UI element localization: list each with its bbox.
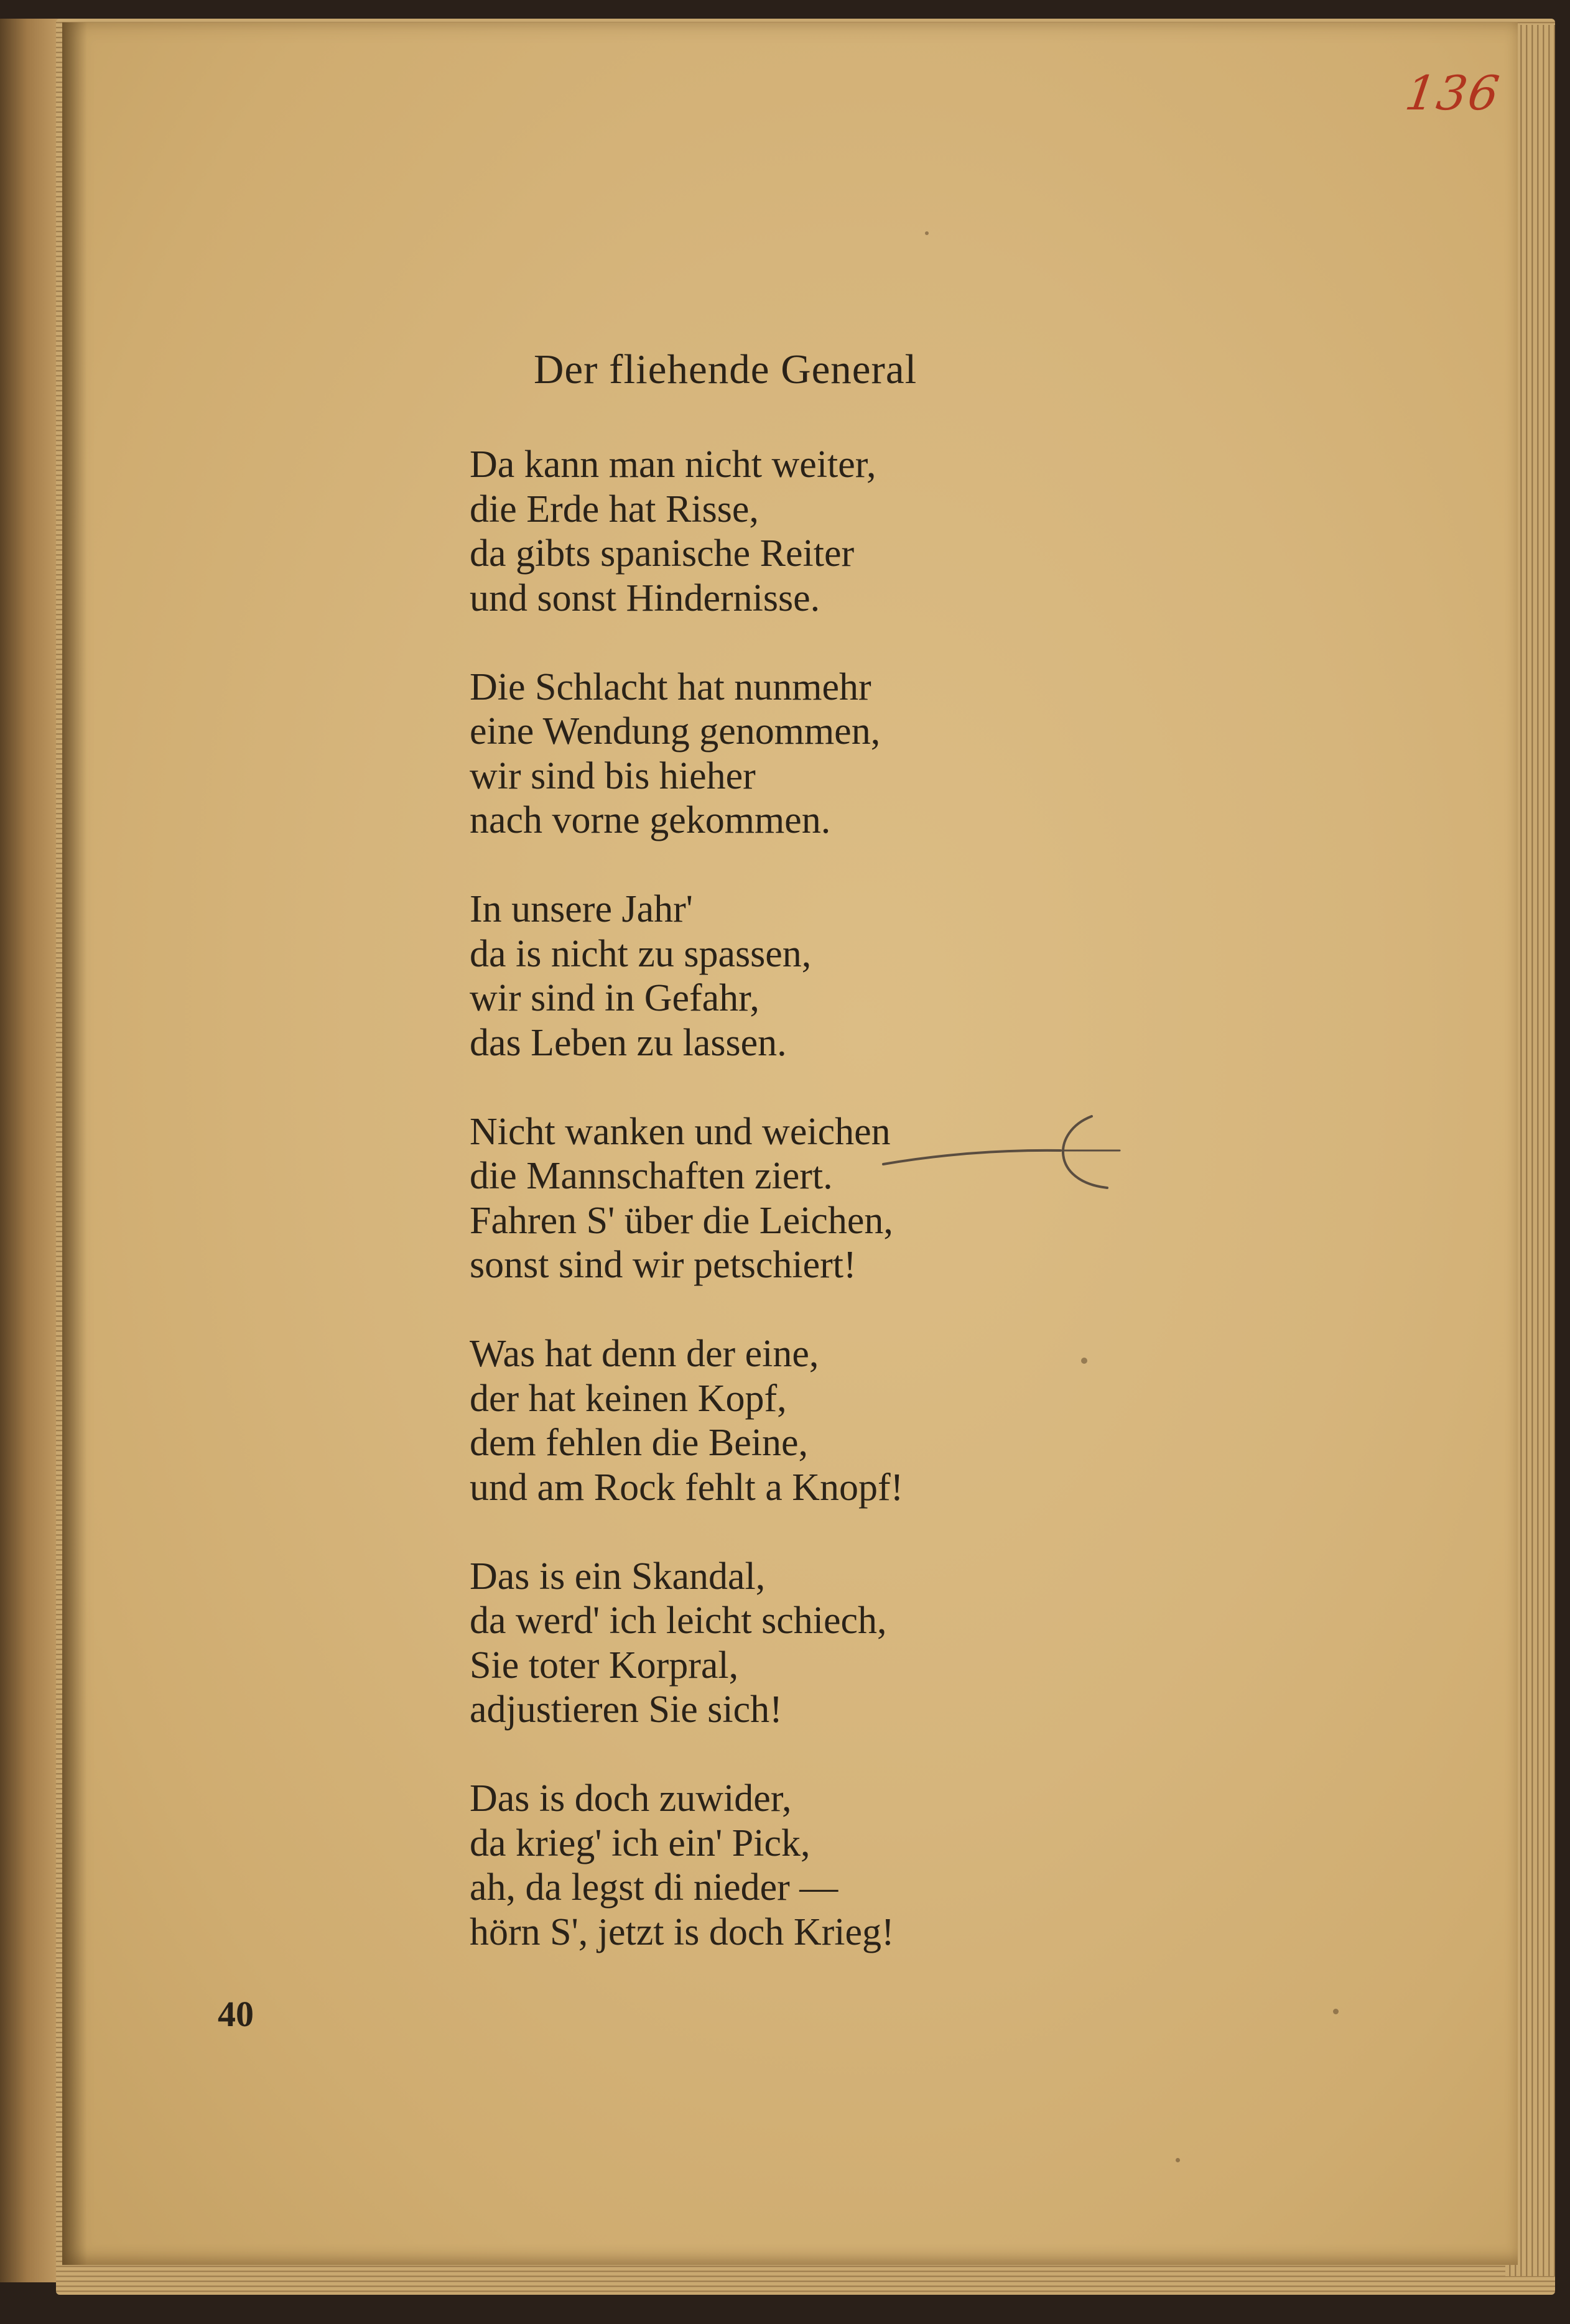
stanza xyxy=(470,1332,1092,1510)
stanza xyxy=(470,887,1092,1065)
poem-line: da is nicht zu spassen, xyxy=(470,932,812,975)
poem-line: da gibts spanische Reiter xyxy=(470,532,855,575)
poem-line: adjustieren Sie sich! xyxy=(470,1688,783,1731)
poem-line: Die Schlacht hat nunmehr xyxy=(470,665,871,708)
poem-line: die Mannschaften ziert. xyxy=(470,1155,833,1197)
poem-line: nach vorne gekommen. xyxy=(470,799,831,841)
poem-line: dem fehlen die Beine, xyxy=(470,1422,809,1464)
poem-line: Sie toter Korpral, xyxy=(470,1644,739,1687)
paper-speck xyxy=(1081,1358,1087,1364)
paper-speck xyxy=(1333,2009,1339,2014)
poem-line: Nicht wanken und weichen xyxy=(470,1110,891,1153)
handwritten-folio-number: 136 xyxy=(1401,65,1504,121)
poem-line: Das is doch zuwider, xyxy=(470,1777,792,1820)
stanza xyxy=(470,1777,1092,1955)
poem-line: Da kann man nicht weiter, xyxy=(470,443,876,486)
poem-body xyxy=(470,443,1092,1999)
poem-line: Was hat denn der eine, xyxy=(470,1333,819,1375)
poem-line: hörn S', jetzt is doch Krieg! xyxy=(470,1910,894,1953)
poem-line: ah, da legst di nieder — xyxy=(470,1866,838,1909)
page-number: 40 xyxy=(218,1994,254,2034)
stanza xyxy=(470,443,1092,621)
stanza xyxy=(470,665,1092,843)
poem-line: da krieg' ich ein' Pick, xyxy=(470,1822,811,1864)
poem-line: wir sind in Gefahr, xyxy=(470,977,759,1019)
paper-speck xyxy=(1176,2158,1180,2162)
poem-line: eine Wendung genommen, xyxy=(470,710,881,752)
spine-shadow xyxy=(62,22,87,2265)
poem-line: der hat keinen Kopf, xyxy=(470,1377,787,1420)
paper-speck xyxy=(925,231,929,235)
poem-line: und sonst Hindernisse. xyxy=(470,576,820,619)
poem-title: Der fliehende General xyxy=(534,346,917,392)
stanza xyxy=(470,1110,1092,1288)
poem-line: sonst sind wir petschiert! xyxy=(470,1244,857,1286)
poem-line: die Erde hat Risse, xyxy=(470,488,759,530)
poem-line: da werd' ich leicht schiech, xyxy=(470,1599,887,1642)
poem-line: In unsere Jahr' xyxy=(470,888,693,930)
poem-line: das Leben zu lassen. xyxy=(470,1021,787,1064)
stanza xyxy=(470,1555,1092,1733)
poem-line: wir sind bis hieher xyxy=(470,754,756,797)
poem-line: Fahren S' über die Leichen, xyxy=(470,1199,893,1242)
poem-line: Das is ein Skandal, xyxy=(470,1555,766,1598)
poem-line: und am Rock fehlt a Knopf! xyxy=(470,1466,904,1509)
